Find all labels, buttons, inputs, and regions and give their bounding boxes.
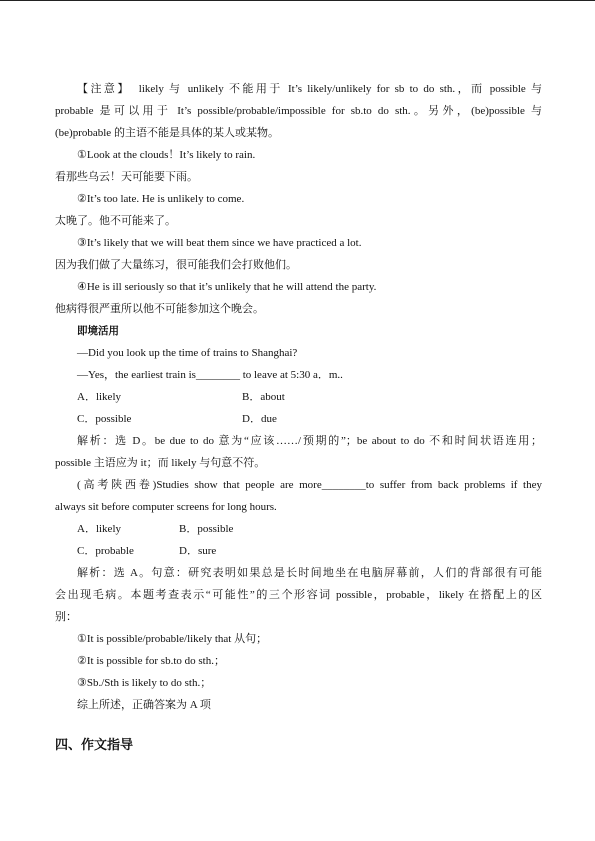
q1-option-b: B．about: [242, 391, 285, 403]
q1-explanation-2: possible 主语应为 it；而 likely 与句意不符。: [55, 457, 266, 469]
section-title: 四、作文指导: [55, 738, 134, 753]
example-1-en: ①Look at the clouds！It’s likely to rain.: [77, 149, 256, 161]
q2-option-d: D．sure: [179, 545, 217, 557]
q1-line-1: —Did you look up the time of trains to Shanghai?: [77, 347, 298, 359]
example-1-zh: 看那些乌云！天可能要下雨。: [55, 171, 198, 183]
q2-line-2: always sit before computer screens for long hours.: [55, 501, 277, 513]
q1-option-a: A．likely: [77, 391, 121, 403]
example-4-zh: 他病得很严重所以他不可能参加这个晚会。: [55, 303, 264, 315]
q1-option-c: C．possible: [77, 413, 132, 425]
q2-explanation-1: 解析：选 A。句意：研究表明如果总是长时间地坐在电脑屏幕前，人们的背部很有可能: [77, 567, 542, 579]
q2-line-1: (高考陕西卷)Studies show that people are more________to suffer from back problems if they: [77, 479, 542, 491]
q1-line-2: —Yes，the earliest train is________ to leave at 5:30 a．m..: [77, 369, 343, 381]
q2-explanation-3: 别：: [55, 611, 77, 623]
q1-explanation-1: 解析：选 D。be due to do 意为“应该……/预期的”；be about to do 不和时间状语连用；: [77, 435, 542, 447]
practice-heading: 即境活用: [77, 325, 119, 337]
q2-explanation-2: 会出现毛病。本题考查表示“可能性”的三个形容词 possible，probable，likely 在搭配上的区: [55, 589, 542, 601]
document-body: [55, 78, 542, 716]
q1-options-row-2: [55, 408, 542, 430]
note-line-1: 【注意】 likely 与 unlikely 不能用于 It’s likely/unlikely for sb to do sth.，而 possible 与: [77, 83, 542, 95]
top-rule: [0, 0, 595, 1]
q2-option-b: B．possible: [179, 523, 234, 535]
q2-rule-1: ①It is possible/probable/likely that 从句；: [77, 633, 268, 645]
q1-options-row-1: [55, 386, 542, 408]
q2-options-row-2: [55, 540, 542, 562]
example-4-en: ④He is ill seriously so that it’s unlikely that he will attend the party.: [77, 281, 377, 293]
q2-conclusion: 综上所述，正确答案为 A 项: [77, 699, 211, 711]
example-2-en: ②It’s too late. He is unlikely to come.: [77, 193, 245, 205]
q2-option-c: C．probable: [77, 545, 134, 557]
q1-option-d: D．due: [242, 413, 277, 425]
q2-rule-2: ②It is possible for sb.to do sth.；: [77, 655, 225, 667]
example-3-en: ③It’s likely that we will beat them since we have practiced a lot.: [77, 237, 362, 249]
q2-option-a: A．likely: [77, 523, 121, 535]
example-3-zh: 因为我们做了大量练习，很可能我们会打败他们。: [55, 259, 297, 271]
note-line-2: probable 是可以用于 It’s possible/probable/impossible for sb.to do sth.。另外，(be)possible 与: [55, 105, 542, 117]
q2-rule-3: ③Sb./Sth is likely to do sth.；: [77, 677, 212, 689]
example-2-zh: 太晚了。他不可能来了。: [55, 215, 176, 227]
note-line-3: (be)probable 的主语不能是具体的某人或某物。: [55, 127, 279, 139]
q2-options-row-1: [55, 518, 542, 540]
